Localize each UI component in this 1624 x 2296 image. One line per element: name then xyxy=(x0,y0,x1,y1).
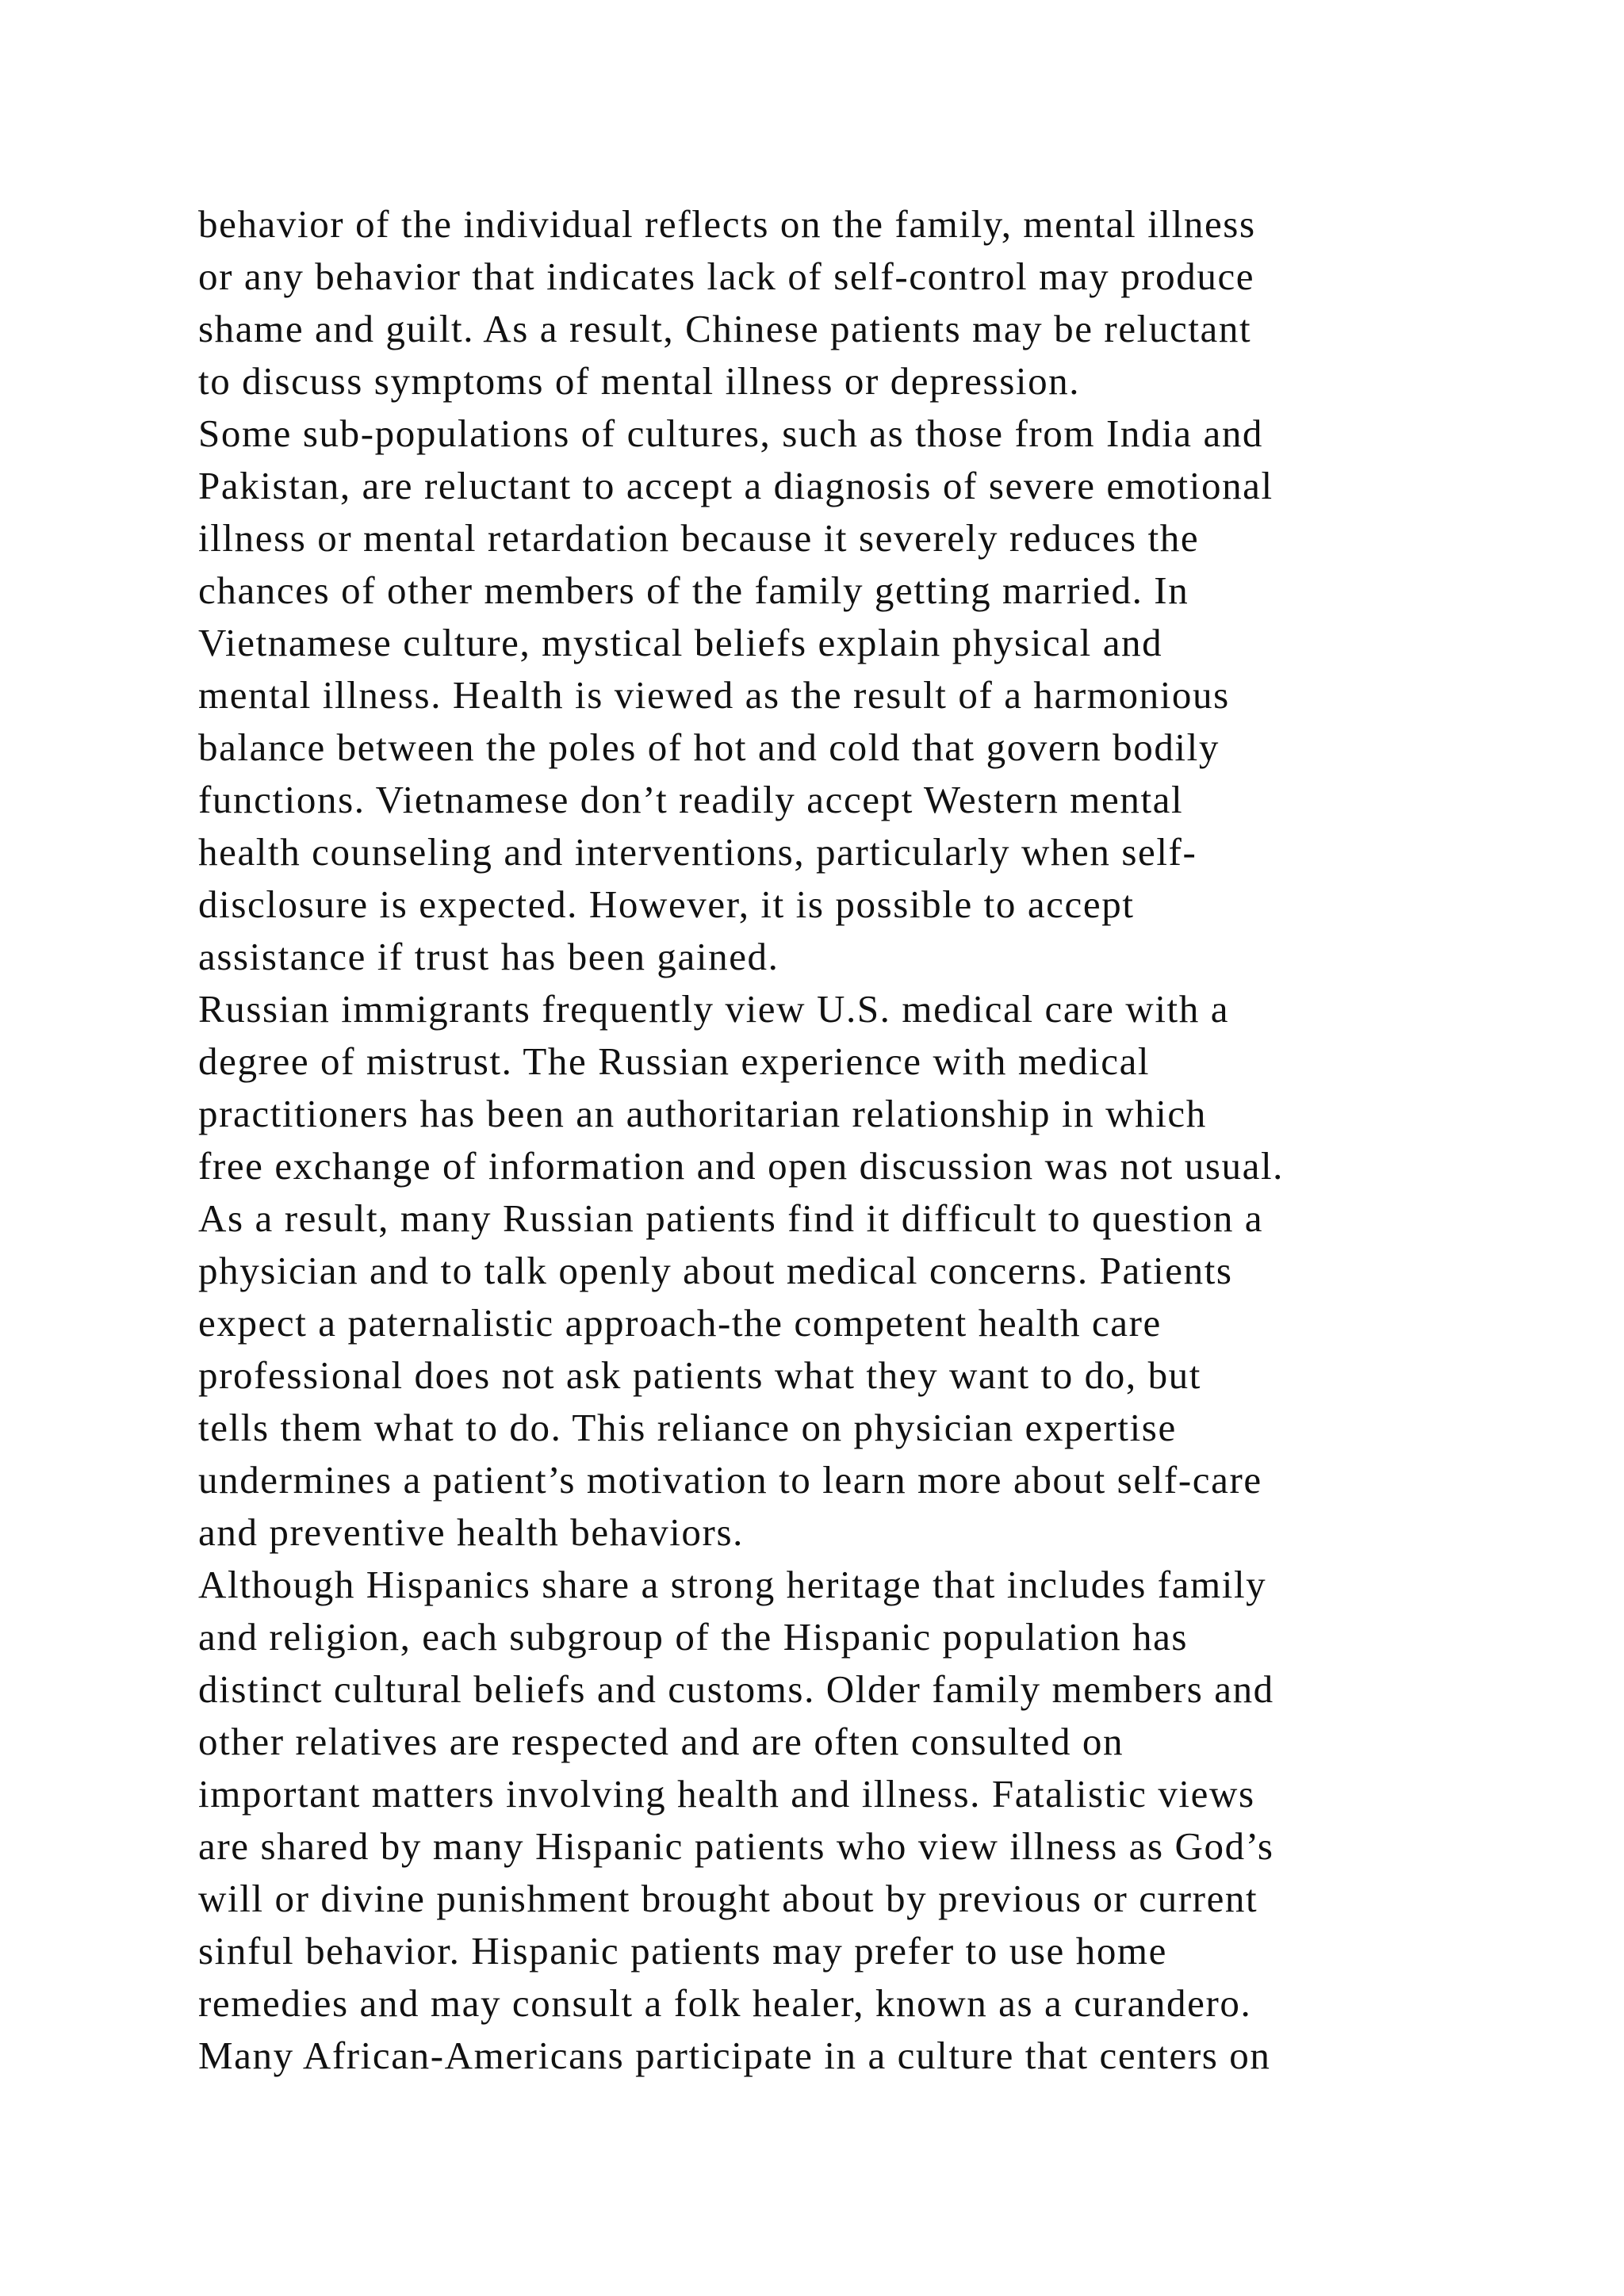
text-line: undermines a patient’s motivation to learn more about self-care xyxy=(198,1458,1262,1502)
body-text xyxy=(198,198,1499,2082)
text-line: behavior of the individual reflects on the family, mental illness xyxy=(198,202,1256,246)
text-line: are shared by many Hispanic patients who view illness as God’s xyxy=(198,1824,1274,1868)
text-line: to discuss symptoms of mental illness or depression. xyxy=(198,359,1081,403)
text-line: As a result, many Russian patients find it difficult to question a xyxy=(198,1196,1264,1240)
text-line: Russian immigrants frequently view U.S. medical care with a xyxy=(198,987,1230,1031)
text-line: professional does not ask patients what they want to do, but xyxy=(198,1353,1201,1397)
text-line: will or divine punishment brought about by previous or current xyxy=(198,1877,1258,1920)
text-line: remedies and may consult a folk healer, known as a curandero. xyxy=(198,1981,1252,2025)
text-line: Some sub-populations of cultures, such as those from India and xyxy=(198,411,1264,455)
text-line: disclosure is expected. However, it is possible to accept xyxy=(198,882,1135,926)
text-line: chances of other members of the family getting married. In xyxy=(198,568,1189,612)
text-line: practitioners has been an authoritarian relationship in which xyxy=(198,1092,1207,1135)
text-line: health counseling and interventions, particularly when self- xyxy=(198,830,1197,874)
text-line: sinful behavior. Hispanic patients may prefer to use home xyxy=(198,1929,1167,1973)
text-line: and preventive health behaviors. xyxy=(198,1510,744,1554)
text-line: important matters involving health and illness. Fatalistic views xyxy=(198,1772,1255,1816)
text-line: Vietnamese culture, mystical beliefs explain physical and xyxy=(198,621,1163,664)
text-line: Pakistan, are reluctant to accept a diagnosis of severe emotional xyxy=(198,464,1274,507)
text-line: assistance if trust has been gained. xyxy=(198,935,779,978)
text-line: physician and to talk openly about medical concerns. Patients xyxy=(198,1249,1233,1292)
text-line: illness or mental retardation because it severely reduces the xyxy=(198,516,1200,560)
text-line: and religion, each subgroup of the Hispanic population has xyxy=(198,1615,1189,1659)
text-line: free exchange of information and open discussion was not usual. xyxy=(198,1144,1285,1188)
text-line: expect a paternalistic approach-the competent health care xyxy=(198,1301,1162,1345)
text-line: functions. Vietnamese don’t readily accept Western mental xyxy=(198,778,1184,821)
text-line: other relatives are respected and are often consulted on xyxy=(198,1720,1124,1763)
text-line: mental illness. Health is viewed as the result of a harmonious xyxy=(198,673,1230,717)
text-line: balance between the poles of hot and cold that govern bodily xyxy=(198,725,1220,769)
text-line: or any behavior that indicates lack of self-control may produce xyxy=(198,254,1255,298)
text-line: degree of mistrust. The Russian experience with medical xyxy=(198,1039,1151,1083)
text-line: shame and guilt. As a result, Chinese patients may be reluctant xyxy=(198,307,1252,350)
text-line: Many African-Americans participate in a culture that centers on xyxy=(198,2034,1271,2077)
text-line: distinct cultural beliefs and customs. Older family members and xyxy=(198,1667,1274,1711)
text-line: Although Hispanics share a strong heritage that includes family xyxy=(198,1563,1267,1606)
text-line: tells them what to do. This reliance on physician expertise xyxy=(198,1406,1177,1449)
